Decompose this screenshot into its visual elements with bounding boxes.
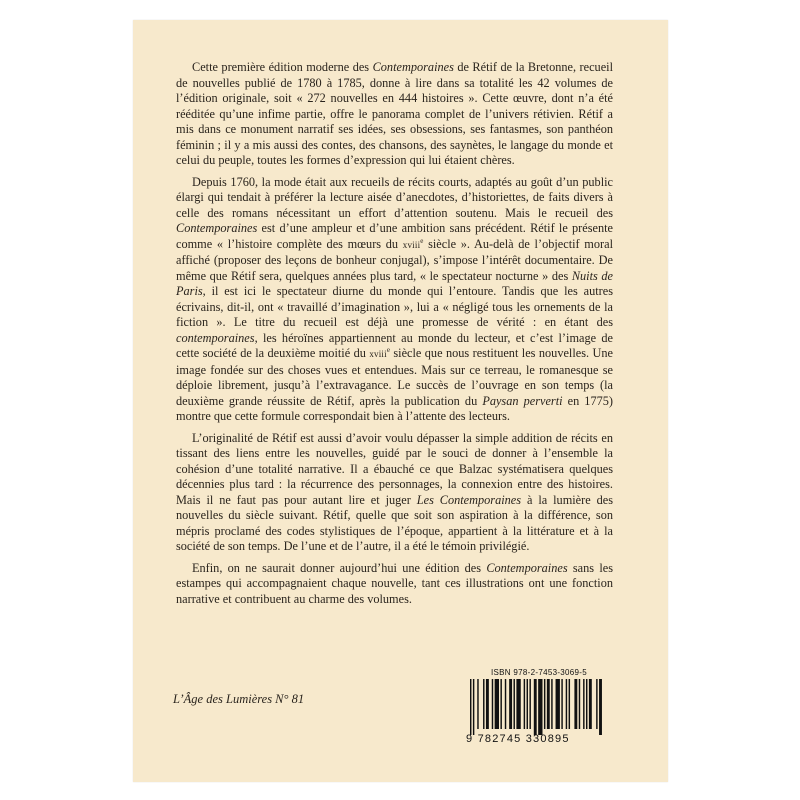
barcode-bar — [579, 679, 580, 729]
text-run: Depuis 1760, la mode était aux recueils de récits courts, adaptés au goût d’un public élargi qui tendait à préférer la lecture aisée d’anecdotes, d’historiettes, de faits divers à celle des romans nécessitant un effort d’attention soutenu. Mais le recueil des — [176, 174, 613, 220]
barcode-bar — [529, 679, 530, 729]
superscript: e — [386, 345, 390, 354]
paragraph-3 — [176, 431, 613, 555]
century-numeral: xviii — [402, 239, 421, 250]
text-run: siècle ». Au-delà de l’objectif moral affiché (proposer des leçons de bonheur conjugal), s’impose l’intérêt documentaire. De même que Rétif sera, quelques années plus tard, « le spectateur nocturne » des — [176, 236, 613, 283]
barcode-bar — [551, 679, 552, 729]
barcode-bars — [464, 679, 614, 735]
barcode-bar — [514, 679, 515, 729]
barcode-bar — [473, 679, 474, 735]
barcode-bar — [599, 679, 602, 735]
isbn-label: ISBN 978-2-7453-3069-5 — [491, 668, 587, 677]
title-italic: Paysan perverti — [482, 393, 563, 408]
text-run: , les héroïnes appartiennent au monde du lecteur, et c’est l’image de cette société de la deuxième moitié du — [176, 330, 613, 360]
superscript: e — [420, 236, 424, 245]
text-run: est d’une ampleur et d’une ambition sans précédent. Rétif le présente comme « l’histoire complète des mœurs du — [176, 221, 613, 251]
barcode-bar — [574, 679, 577, 729]
barcode-bar — [505, 679, 506, 729]
century-numeral: xviii — [369, 349, 387, 359]
title-italic: Contemporaines — [176, 221, 258, 235]
ean-digits: 9 782745 330895 — [466, 733, 570, 745]
barcode-bar — [583, 679, 584, 729]
barcode-bar — [495, 679, 499, 729]
barcode-bar — [486, 679, 489, 729]
barcode-bar — [538, 679, 542, 735]
blurb-text — [176, 60, 613, 613]
paragraph-4 — [176, 561, 613, 608]
barcode-bar — [470, 679, 471, 735]
title-italic: Les Contemporaines — [416, 492, 522, 507]
barcode-bar — [586, 679, 587, 729]
text-run: à la lumière des nouvelles du siècle suivant. Rétif, quelle que soit son aspiration à la différence, son mépris proclamé des codes stylistiques de l’époque, appartient à la littérature et à la société de son temps. De l’une et de l’autre, il a été le témoin privilégié. — [176, 492, 613, 553]
barcode-bar — [477, 679, 478, 729]
barcode-bar — [566, 679, 567, 729]
text-run: siècle que nous restituent les nouvelles. Une image fondée sur des choses vues et entendues. Mais sur ce terreau, le romanesque se déploie librement, jusqu’à l’extravagance. Le succès de l’ouvrage en son temps (la deuxième grande réussite de Rétif, après la publication du — [176, 346, 613, 408]
word-italic: contemporaines — [176, 330, 255, 345]
text-run: en 1775) montre que cette formule correspondait bien à l’attente des lecteurs. — [176, 393, 613, 423]
text-run: de Rétif de la Bretonne, recueil de nouvelles publié de 1780 à 1785, donne à lire dans sa totalité les 42 volumes de l’édition originale, soit « 272 nouvelles en 444 histoires ». Cette œuvre, dont n’a été rééditée qu’une infime partie, offre le panorama complet de l’univers rétivien. Rétif a mis dans ce monument narratif ses idées, ses obsessions, ses fantasmes, son panthéon féminin ; il y a mis aussi des contes, des chansons, des saynètes, le langage du monde et celui du peuple, toutes les formes d’expression qui lui étaient chères. — [176, 60, 613, 167]
title-italic: Nuits de Paris — [176, 268, 613, 298]
barcode-bar — [534, 679, 537, 735]
barcode-bar — [527, 679, 528, 729]
barcode-bar — [516, 679, 520, 729]
text-run: , il est ici le spectateur diurne du monde qui l’entoure. Tandis que les autres écrivains, dit-il, ont « travaillé d’imagination », lui a « négligé tous les ornements de la fiction ». Le titre du recueil est déjà une promesse de vérité : en étant des — [176, 284, 613, 329]
barcode-bar — [492, 679, 493, 729]
barcode-bar — [524, 679, 525, 729]
series-label: L’Âge des Lumières N° 81 — [173, 692, 305, 706]
text-run: sans les estampes qui accompagnaient chaque nouvelle, tant ces illustrations ont une fonction narrative et contribuent au charme des volumes. — [176, 560, 613, 606]
barcode-bar — [544, 679, 545, 729]
barcode-bar — [569, 679, 570, 729]
barcode-bar — [547, 679, 550, 729]
paragraph-1 — [176, 60, 613, 169]
barcode — [464, 668, 614, 750]
barcode-bar — [589, 679, 592, 729]
back-cover — [133, 20, 668, 782]
barcode-bar — [500, 679, 501, 729]
text-run: L’originalité de Rétif est aussi d’avoir voulu dépasser la simple addition de récits en tissant des liens entre les nouvelles, guidé par le souci de donner à l’ensemble la cohésion d’une totalité narrative. Il a ébauché ce que Balzac systématisera quelques décennies plus tard : la récurrence des personnages, la connexion entre des histoires. Mais il ne faut pas pour autant lire et juger — [176, 430, 613, 507]
barcode-bar — [483, 679, 484, 729]
paragraph-2 — [176, 175, 613, 425]
text-run: Enfin, on ne saurait donner aujourd’hui une édition des — [192, 560, 487, 575]
barcode-bar — [556, 679, 560, 729]
barcode-bar — [596, 679, 597, 729]
barcode-bar — [509, 679, 512, 729]
text-run: Cette première édition moderne des — [192, 60, 373, 74]
title-italic: Contemporaines — [486, 560, 568, 575]
title-italic: Contemporaines — [372, 60, 454, 74]
barcode-bar — [561, 679, 562, 729]
